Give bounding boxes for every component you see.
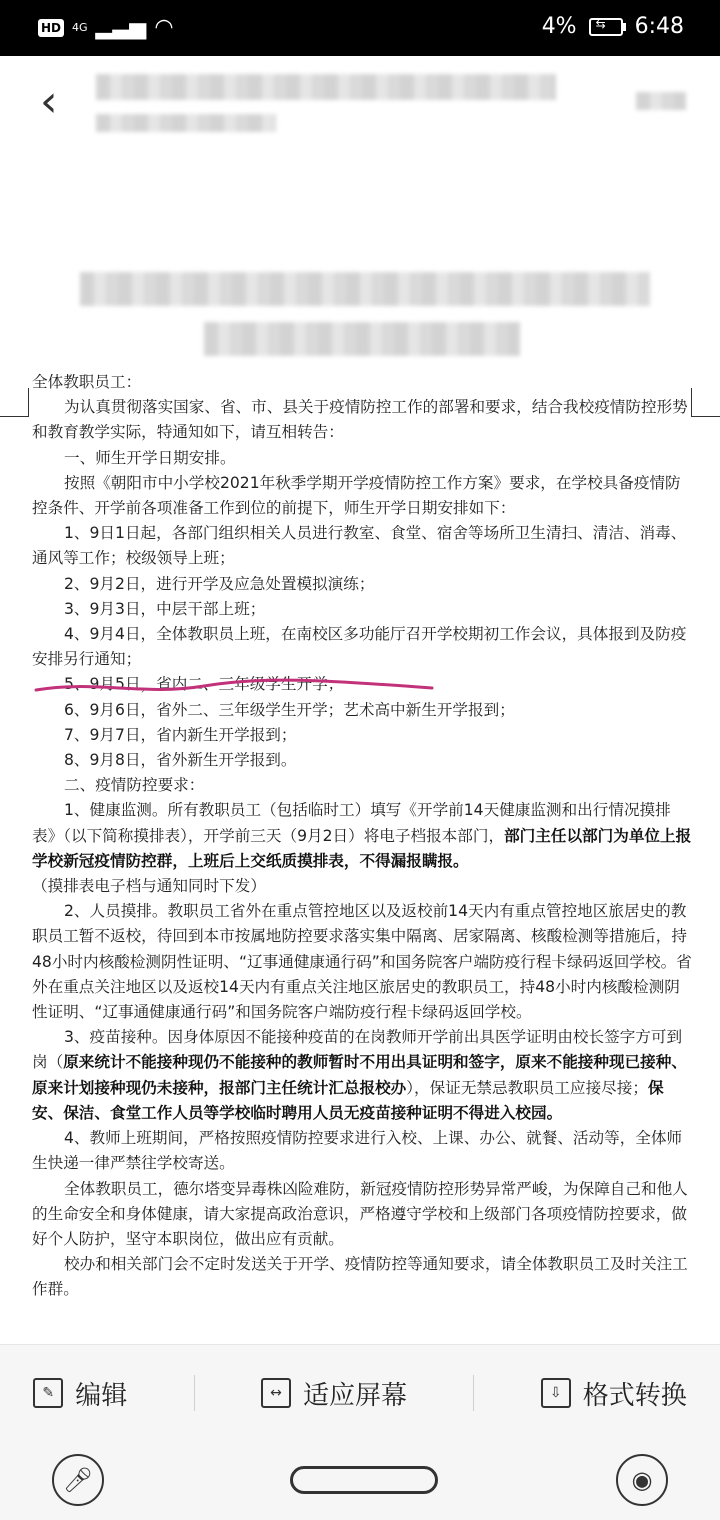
paragraph: 一、师生开学日期安排。	[64, 448, 236, 467]
crop-mark-left	[0, 388, 29, 417]
paragraph: 5、9月5日，省内二、三年级学生开学；	[64, 675, 344, 694]
health-note: （摸排表电子档与通知同时下发）	[32, 877, 266, 896]
vaccine-bold2: 保安、保洁、食堂工作人员等学校临时聘用人员无疫苗接种证明不得进入校园。	[32, 1078, 664, 1122]
health-text: 1、健康监测。所有教职员工（包括临时工）填写《开学前14天健康监测和出行情况摸排表》（以下简称摸排表），开学前三天（9月2日）将电子档报本部门，	[32, 801, 671, 845]
toolbar-divider	[473, 1375, 474, 1411]
document-body	[32, 370, 692, 1303]
format-convert-label: 格式转换	[582, 1380, 687, 1411]
format-convert-button[interactable]	[541, 1375, 687, 1412]
chevron-left-icon[interactable]: ‹	[40, 76, 58, 127]
vaccine-text2: ），保证无禁忌教职员工应接尽接；	[406, 1078, 648, 1097]
paragraph-travel: 2、人员摸排。教职员工省外在重点管控地区以及返校前14天内有重点管控地区旅居史的教职员工暂不返校，待回到本市按属地防控要求落实集中隔离、居家隔离、核酸检测等措施后，持48小时内核酸检测阴性证明、“辽事通健康通行码”和国务院客户端防疫行程卡绿码返回学校。省外在重点关注地区以及返校14天内有重点关注地区旅居史的教职员工，持48小时内核酸检测阴性证明、“辽事通健康通行码”和国务院客户端防疫行程卡绿码返回学校。	[32, 902, 692, 1022]
paragraph-health	[32, 798, 692, 899]
header-extra-blurred	[636, 92, 686, 110]
fit-screen-button[interactable]	[261, 1375, 407, 1412]
wifi-icon: ◠	[154, 15, 174, 40]
app-bar	[0, 56, 720, 153]
document-title-blurred	[96, 74, 556, 100]
annotation-underline	[34, 674, 434, 704]
document-subtitle-blurred	[96, 114, 276, 132]
paragraph: 4、教师上班期间，严格按照疫情防控要求进行入校、上课、办公、就餐、活动等，全体师生快递一律严禁往学校寄送。	[32, 1129, 683, 1173]
system-nav-bar	[0, 1440, 720, 1520]
fit-screen-label: 适应屏幕	[302, 1380, 407, 1411]
paragraph: 校办和相关部门会不定时发送关于开学、疫情防控等通知要求，请全体教职员工及时关注工作群。	[32, 1255, 688, 1299]
paragraph-vaccine	[32, 1025, 692, 1126]
paragraph: 1、9日1日起，各部门组织相关人员进行教室、食堂、宿舍等场所卫生清扫、清洁、消毒、通风等工作；校级领导上班；	[32, 524, 687, 568]
microphone-icon[interactable]: 🎤︎	[52, 1454, 104, 1506]
paragraph: 8、9月8日，省外新生开学报到。	[64, 751, 297, 770]
paragraph: 为认真贯彻落实国家、省、市、县关于疫情防控工作的部署和要求，结合我校疫情防控形势和教育教学实际，特通知如下，请互相转告：	[32, 398, 688, 442]
signal-icon: ▂▃▅	[95, 15, 147, 40]
paragraph: 3、9月3日，中层干部上班；	[64, 599, 266, 618]
greeting: 全体教职员工：	[32, 373, 142, 391]
format-convert-icon: ⇩	[541, 1378, 571, 1408]
paragraph: 4、9月4日，全体教职员上班，在南校区多功能厅召开学校期初工作会议，具体报到及防疫安排另行通知；	[32, 625, 687, 669]
hd-badge: HD	[38, 19, 64, 37]
eye-icon[interactable]: ◉	[616, 1454, 668, 1506]
battery-percent: 4%	[541, 14, 577, 39]
home-button[interactable]	[290, 1466, 438, 1494]
paragraph: 按照《朝阳市中小学校2021年秋季学期开学疫情防控工作方案》要求，在学校具备疫情防控条件、开学前各项准备工作到位的前提下，师生开学日期安排如下：	[32, 473, 681, 518]
edit-icon: ✎	[33, 1378, 63, 1408]
battery-icon: ⇆	[589, 18, 623, 36]
vaccine-bold: 原来统计不能接种现仍不能接种的教师暂时不用出具证明和签字，原来不能接种现已接种、原来计划接种现仍未接种，报部门主任统计汇总报校办	[32, 1053, 687, 1097]
status-bar	[0, 0, 720, 56]
fit-screen-icon: ↔	[261, 1378, 291, 1408]
paragraph: 7、9月7日，省内新生开学报到；	[64, 725, 297, 744]
health-bold: 部门主任以部门为单位上报学校新冠疫情防控群，上班后上交纸质摸排表，不得漏报瞒报。	[32, 826, 692, 870]
doc-title-line2-blurred	[204, 322, 520, 356]
paragraph: 6、9月6日，省外二、三年级学生开学；艺术高中新生开学报到；	[64, 700, 515, 719]
paragraph: 全体教职员工，德尔塔变异毒株凶险难防，新冠疫情防控形势异常严峻，为保障自己和他人的生命安全和身体健康，请大家提高政治意识，严格遵守学校和上级部门各项疫情防控要求，做好个人防护，坚守本职岗位，做出应有贡献。	[32, 1179, 688, 1248]
edit-label: 编辑	[75, 1380, 128, 1411]
toolbar-divider	[194, 1375, 195, 1411]
edit-button[interactable]	[33, 1375, 127, 1412]
vaccine-text: 3、疫苗接种。因身体原因不能接种疫苗的在岗教师开学前出具医学证明由校长签字方可到岗（	[32, 1028, 683, 1072]
paragraph: 二、疫情防控要求：	[64, 776, 205, 795]
clock: 6:48	[634, 14, 684, 39]
crop-mark-right	[691, 388, 720, 417]
bottom-toolbar	[0, 1344, 720, 1441]
signal-label: 4G	[72, 21, 88, 34]
doc-title-blurred	[80, 272, 650, 306]
paragraph: 2、9月2日，进行开学及应急处置模拟演练；	[64, 574, 375, 593]
